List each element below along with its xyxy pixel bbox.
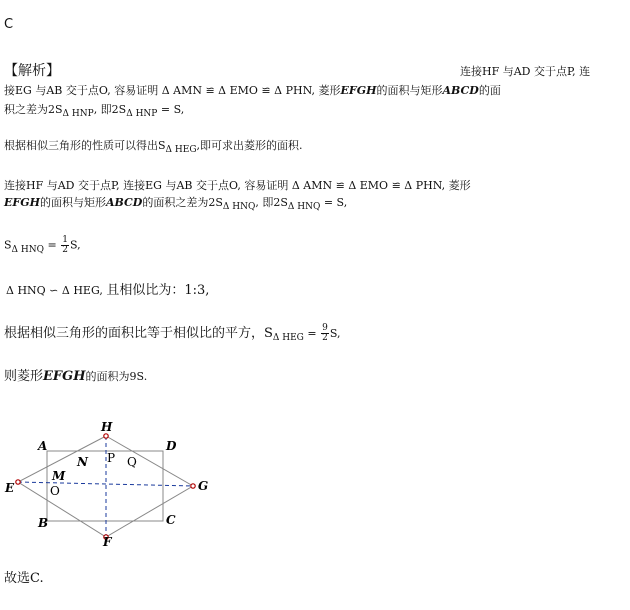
p1-line3-sub2: Δ HNP — [126, 109, 158, 119]
p3-line2-d: = S, — [320, 196, 348, 209]
p1-line3-a: 积之差为2S — [4, 103, 63, 116]
final-answer: 故选C. — [4, 571, 44, 586]
p2-a: 根据相似三角形的性质可以得出S — [4, 139, 166, 152]
vertex-g-dot — [191, 484, 195, 488]
label-c: C — [166, 513, 176, 527]
p1-line1: 连接HF 与AD 交于点P, 连 — [460, 65, 591, 78]
p3-line2-b: 的面积之差为2S — [142, 196, 223, 209]
area-ratio-denominator: 2 — [322, 333, 328, 343]
conclusion-line — [4, 370, 147, 383]
label-b: B — [38, 516, 49, 530]
eq1-a: S — [4, 238, 12, 252]
p3-line2-c: , 即2S — [255, 196, 288, 209]
p1-line2-text-c: 的面 — [478, 84, 501, 97]
p1-rhombus-name: EFGH — [340, 84, 377, 97]
similarity-b: 且相似比为：1:3, — [106, 283, 210, 298]
p1-line2-text-a: 接EG 与AB 交于点O, 容易证明 Δ AMN ≌ Δ EMO ≌ Δ PHN, 菱形 — [4, 84, 341, 97]
vertex-e-dot — [16, 480, 20, 484]
similarity-line — [6, 284, 209, 297]
p1-line2-text-b: 的面积与矩形 — [376, 84, 443, 97]
p1-line3-c: = S, — [157, 103, 185, 116]
label-f: F — [103, 535, 112, 549]
similarity-a: Δ HNQ ∽ Δ HEG, — [6, 284, 107, 297]
area-ratio-c: S, — [329, 327, 341, 340]
p3-line1: 连接HF 与AD 交于点P, 连接EG 与AB 交于点O, 容易证明 Δ AMN ≌ Δ EMO ≌ Δ PHN, 菱形 — [4, 179, 471, 192]
eq1-numerator: 1 — [62, 235, 68, 245]
label-p: P — [107, 451, 116, 465]
p3-rect-name: ABCD — [105, 196, 143, 209]
p1-line3-b: , 即2S — [93, 103, 127, 116]
label-e: E — [5, 481, 15, 495]
analysis-label: 【解析】 — [4, 63, 60, 79]
p3-line2-a: 的面积与矩形 — [39, 196, 106, 209]
eq1-denominator: 2 — [62, 245, 68, 255]
p2 — [4, 139, 303, 155]
eq1-sub: Δ HNQ — [11, 244, 45, 255]
p1-line2 — [4, 85, 501, 96]
p1-rect-name: ABCD — [442, 84, 479, 97]
p3-line2-sub2: Δ HNQ — [287, 202, 321, 212]
conclusion-b: 的面积为9S. — [85, 370, 148, 383]
area-ratio-a: 根据相似三角形的面积比等于相似比的平方，S — [4, 326, 273, 341]
label-g: G — [198, 479, 209, 493]
p1-line3-sub1: Δ HNP — [62, 109, 94, 119]
label-q: Q — [127, 455, 137, 469]
eq1-b: = — [44, 238, 61, 252]
p3-line2 — [4, 196, 348, 212]
eq1 — [4, 236, 81, 255]
p2-b: ,即可求出菱形的面积. — [196, 139, 303, 152]
label-n: N — [77, 455, 88, 469]
label-m: M — [52, 469, 66, 483]
p2-sub: Δ HEG — [165, 145, 197, 155]
eq1-c: S, — [69, 238, 81, 252]
p3-line2-sub1: Δ HNQ — [222, 202, 256, 212]
label-h: H — [101, 420, 113, 434]
answer-letter: C — [4, 17, 14, 32]
label-a: A — [38, 439, 48, 453]
label-o: O — [50, 484, 60, 498]
conclusion-a: 则菱形 — [4, 369, 44, 384]
label-d: D — [166, 439, 177, 453]
area-ratio-numerator: 9 — [322, 323, 328, 333]
area-ratio-b: = — [303, 327, 321, 340]
p3-rhombus-name: EFGH — [4, 196, 40, 209]
area-ratio-sub: Δ HEG — [272, 333, 304, 343]
geometry-diagram — [0, 410, 230, 550]
p1-line3 — [4, 103, 185, 119]
area-ratio-fraction — [321, 324, 329, 343]
area-ratio-line — [4, 324, 340, 343]
conclusion-shape: EFGH — [43, 369, 86, 384]
eq1-fraction — [61, 236, 69, 255]
vertex-h-dot — [104, 434, 108, 438]
